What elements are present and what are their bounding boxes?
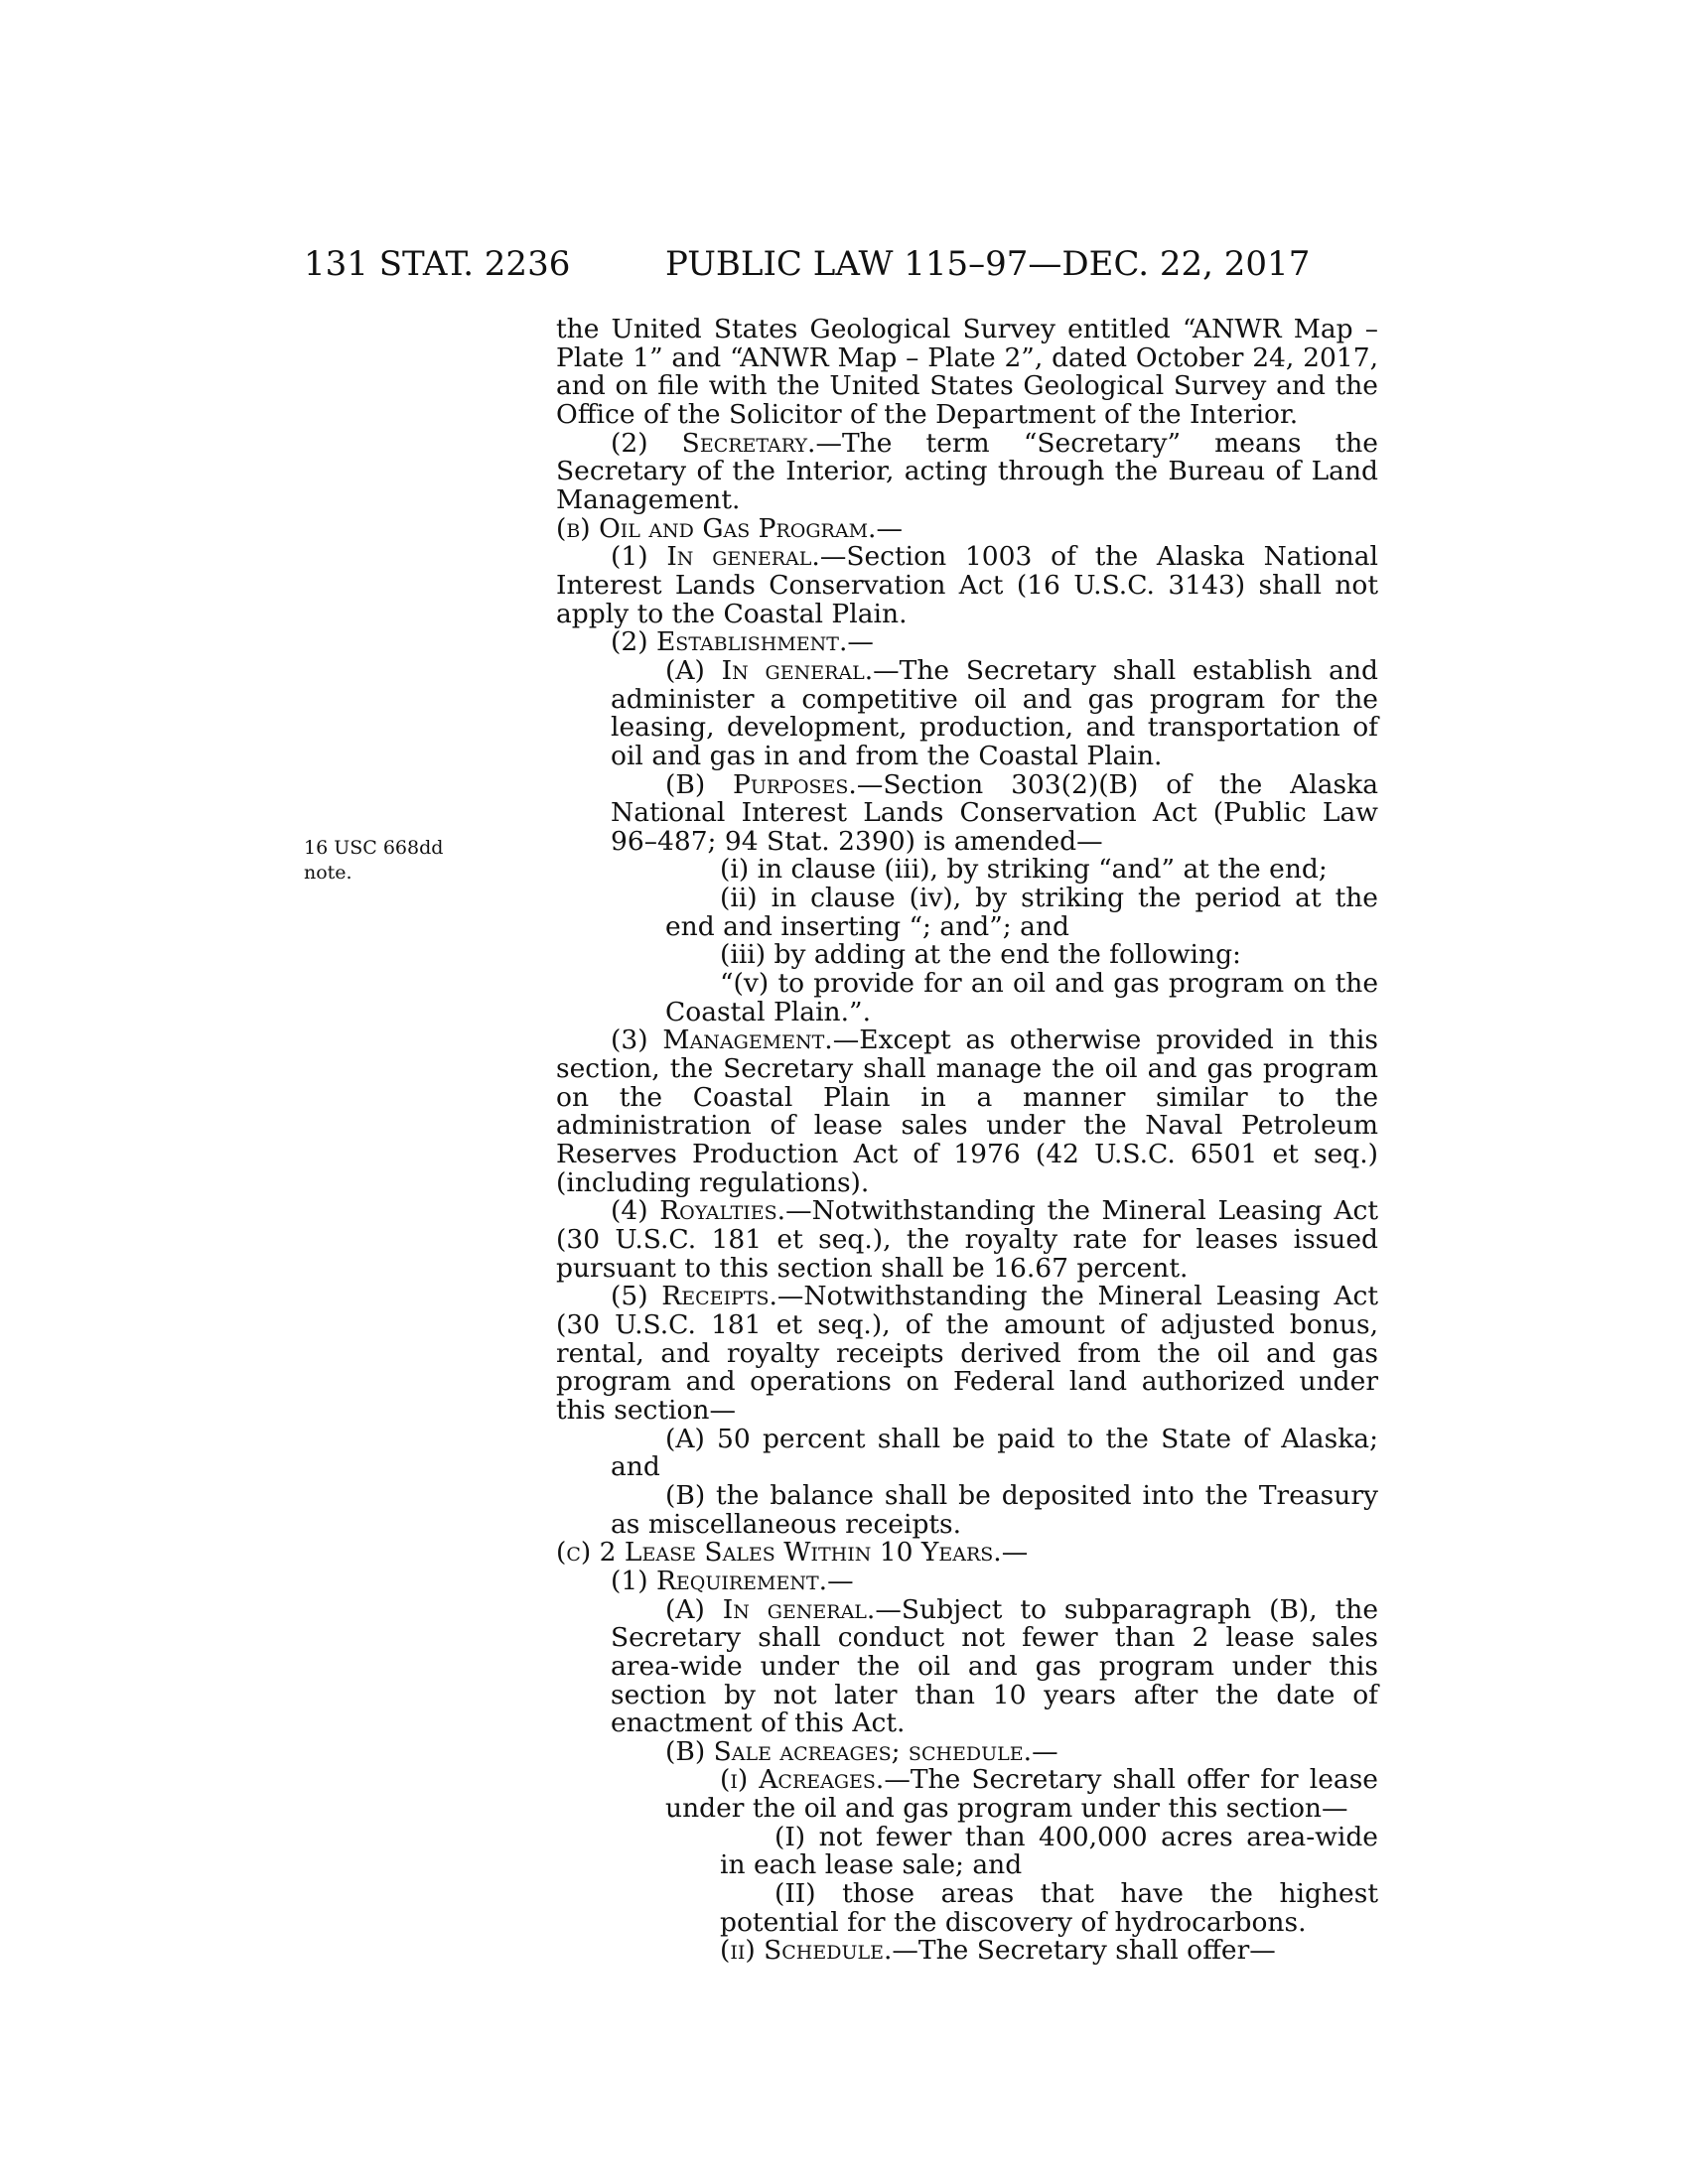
stat-page-reference: 131 STAT. 2236: [304, 244, 571, 284]
paragraph-c1-heading: (1) Requirement.—: [611, 1565, 854, 1596]
clause-b2B-v: “(v) to provide for an oil and gas program on the Coastal Plain.”.: [665, 968, 1378, 1027]
clause-b2B-ii: (ii) in clause (iv), by striking the period at the end and inserting “; and”; and: [665, 883, 1378, 942]
paragraph-b3: [556, 1026, 1378, 1197]
paragraph-b2B: [556, 768, 1378, 857]
heading-b2B: (B) Purposes.: [665, 768, 857, 800]
margin-note-label: note.: [304, 862, 352, 884]
clause-b2B-i: (i) in clause (iii), by striking “and” at the end;: [720, 854, 1328, 886]
heading-secretary: (2) Secretary.: [611, 427, 816, 459]
text-c1A: —Subject to subparagraph (B), the Secretary shall conduct not fewer than 2 lease sales area-wide under the oil and gas program under this section by not later than 10 years after the date of enactment of this Act.: [611, 1593, 1378, 1739]
text-b2A: —The Secretary shall establish and administer a competitive oil and gas program for the leasing, development, production, and transportation of oil and gas in and from the Coastal Plain.: [611, 654, 1378, 771]
paragraph-secretary: [556, 427, 1378, 515]
text-secretary: —The term “Secretary” means the Secretary of the Interior, acting through the Bureau of Land Management.: [556, 427, 1378, 515]
paragraph-c1A: [556, 1593, 1378, 1739]
paragraph-b2-heading: (2) Establishment.—: [611, 626, 874, 658]
margin-note-citation: 16 USC 668dd: [304, 837, 444, 859]
paragraph-b2A: [556, 654, 1378, 771]
clause-c1Bi: [556, 1766, 1378, 1823]
text-c1Bii: —The Secretary shall offer—: [892, 1935, 1276, 1967]
running-head: PUBLIC LAW 115–97—DEC. 22, 2017: [665, 244, 1311, 284]
margin-note: [304, 836, 443, 886]
statute-text: [556, 316, 1378, 1966]
paragraph-map-definition: the United States Geological Survey entitled “ANWR Map – Plate 1” and “ANWR Map – Plate 2”, dated October 24, 2017, and on file with the United States Geological Survey and the Office of the Solicitor of the Department of the Interior.: [556, 314, 1378, 430]
subparagraph-b5A: (A) 50 percent shall be paid to the State of Alaska; and: [611, 1423, 1378, 1483]
heading-b4: (4) Royalties.: [611, 1195, 786, 1227]
subsection-b-heading: (b) Oil and Gas Program.—: [556, 512, 903, 544]
heading-b1: (1) In general.: [611, 541, 820, 573]
heading-c1Bii: (ii) Schedule.: [720, 1935, 893, 1967]
text-b2B: —Section 303(2)(B) of the Alaska National Interest Lands Conservation Act (Public Law 96–487; 94 Stat. 2390) is amended—: [611, 768, 1378, 857]
paragraph-b5: [556, 1283, 1378, 1425]
heading-b2A: (A) In general.: [665, 654, 874, 686]
paragraph-b4: [556, 1197, 1378, 1283]
text-b4: —Notwithstanding the Mineral Leasing Act (30 U.S.C. 181 et seq.), the royalty rate for leases issued pursuant to this section shall be 16.67 percent.: [556, 1195, 1378, 1284]
text-c1Bi: —The Secretary shall offer for lease under the oil and gas program under this section—: [665, 1764, 1378, 1825]
subsection-c-heading: (c) 2 Lease Sales Within 10 Years.—: [556, 1537, 1029, 1569]
paragraph-b1: [556, 543, 1378, 628]
subclause-c1BiII: (II) those areas that have the highest potential for the discovery of hydrocarbons.: [720, 1878, 1378, 1938]
text-b3: —Except as otherwise provided in this section, the Secretary shall manage the oil and gas program on the Coastal Plain in a manner similar to the administration of lease sales under the Naval Petroleum Reserves Production Act of 1976 (42 U.S.C. 6501 et seq.) (including regulations).: [556, 1024, 1378, 1198]
heading-b5: (5) Receipts.: [611, 1281, 777, 1312]
subclause-c1BiI: (I) not fewer than 400,000 acres area-wide in each lease sale; and: [720, 1821, 1378, 1881]
heading-c1Bi: (i) Acreages.: [720, 1764, 885, 1796]
text-b1: —Section 1003 of the Alaska National Interest Lands Conservation Act (16 U.S.C. 3143) shall not apply to the Coastal Plain.: [556, 541, 1378, 629]
clause-c1Bii: [556, 1937, 1378, 1966]
text-b5: —Notwithstanding the Mineral Leasing Act (30 U.S.C. 181 et seq.), of the amount of adjusted bonus, rental, and royalty receipts derived from the oil and gas program and operations on Federal land authorized under this section—: [556, 1281, 1378, 1426]
heading-b3: (3) Management.: [611, 1024, 833, 1056]
paragraph-c1B-heading: (B) Sale acreages; schedule.—: [665, 1735, 1058, 1767]
clause-b2B-iii: (iii) by adding at the end the following:: [720, 939, 1241, 971]
heading-c1A: (A) In general.: [665, 1593, 876, 1625]
subparagraph-b5B: (B) the balance shall be deposited into the Treasury as miscellaneous receipts.: [611, 1479, 1378, 1540]
